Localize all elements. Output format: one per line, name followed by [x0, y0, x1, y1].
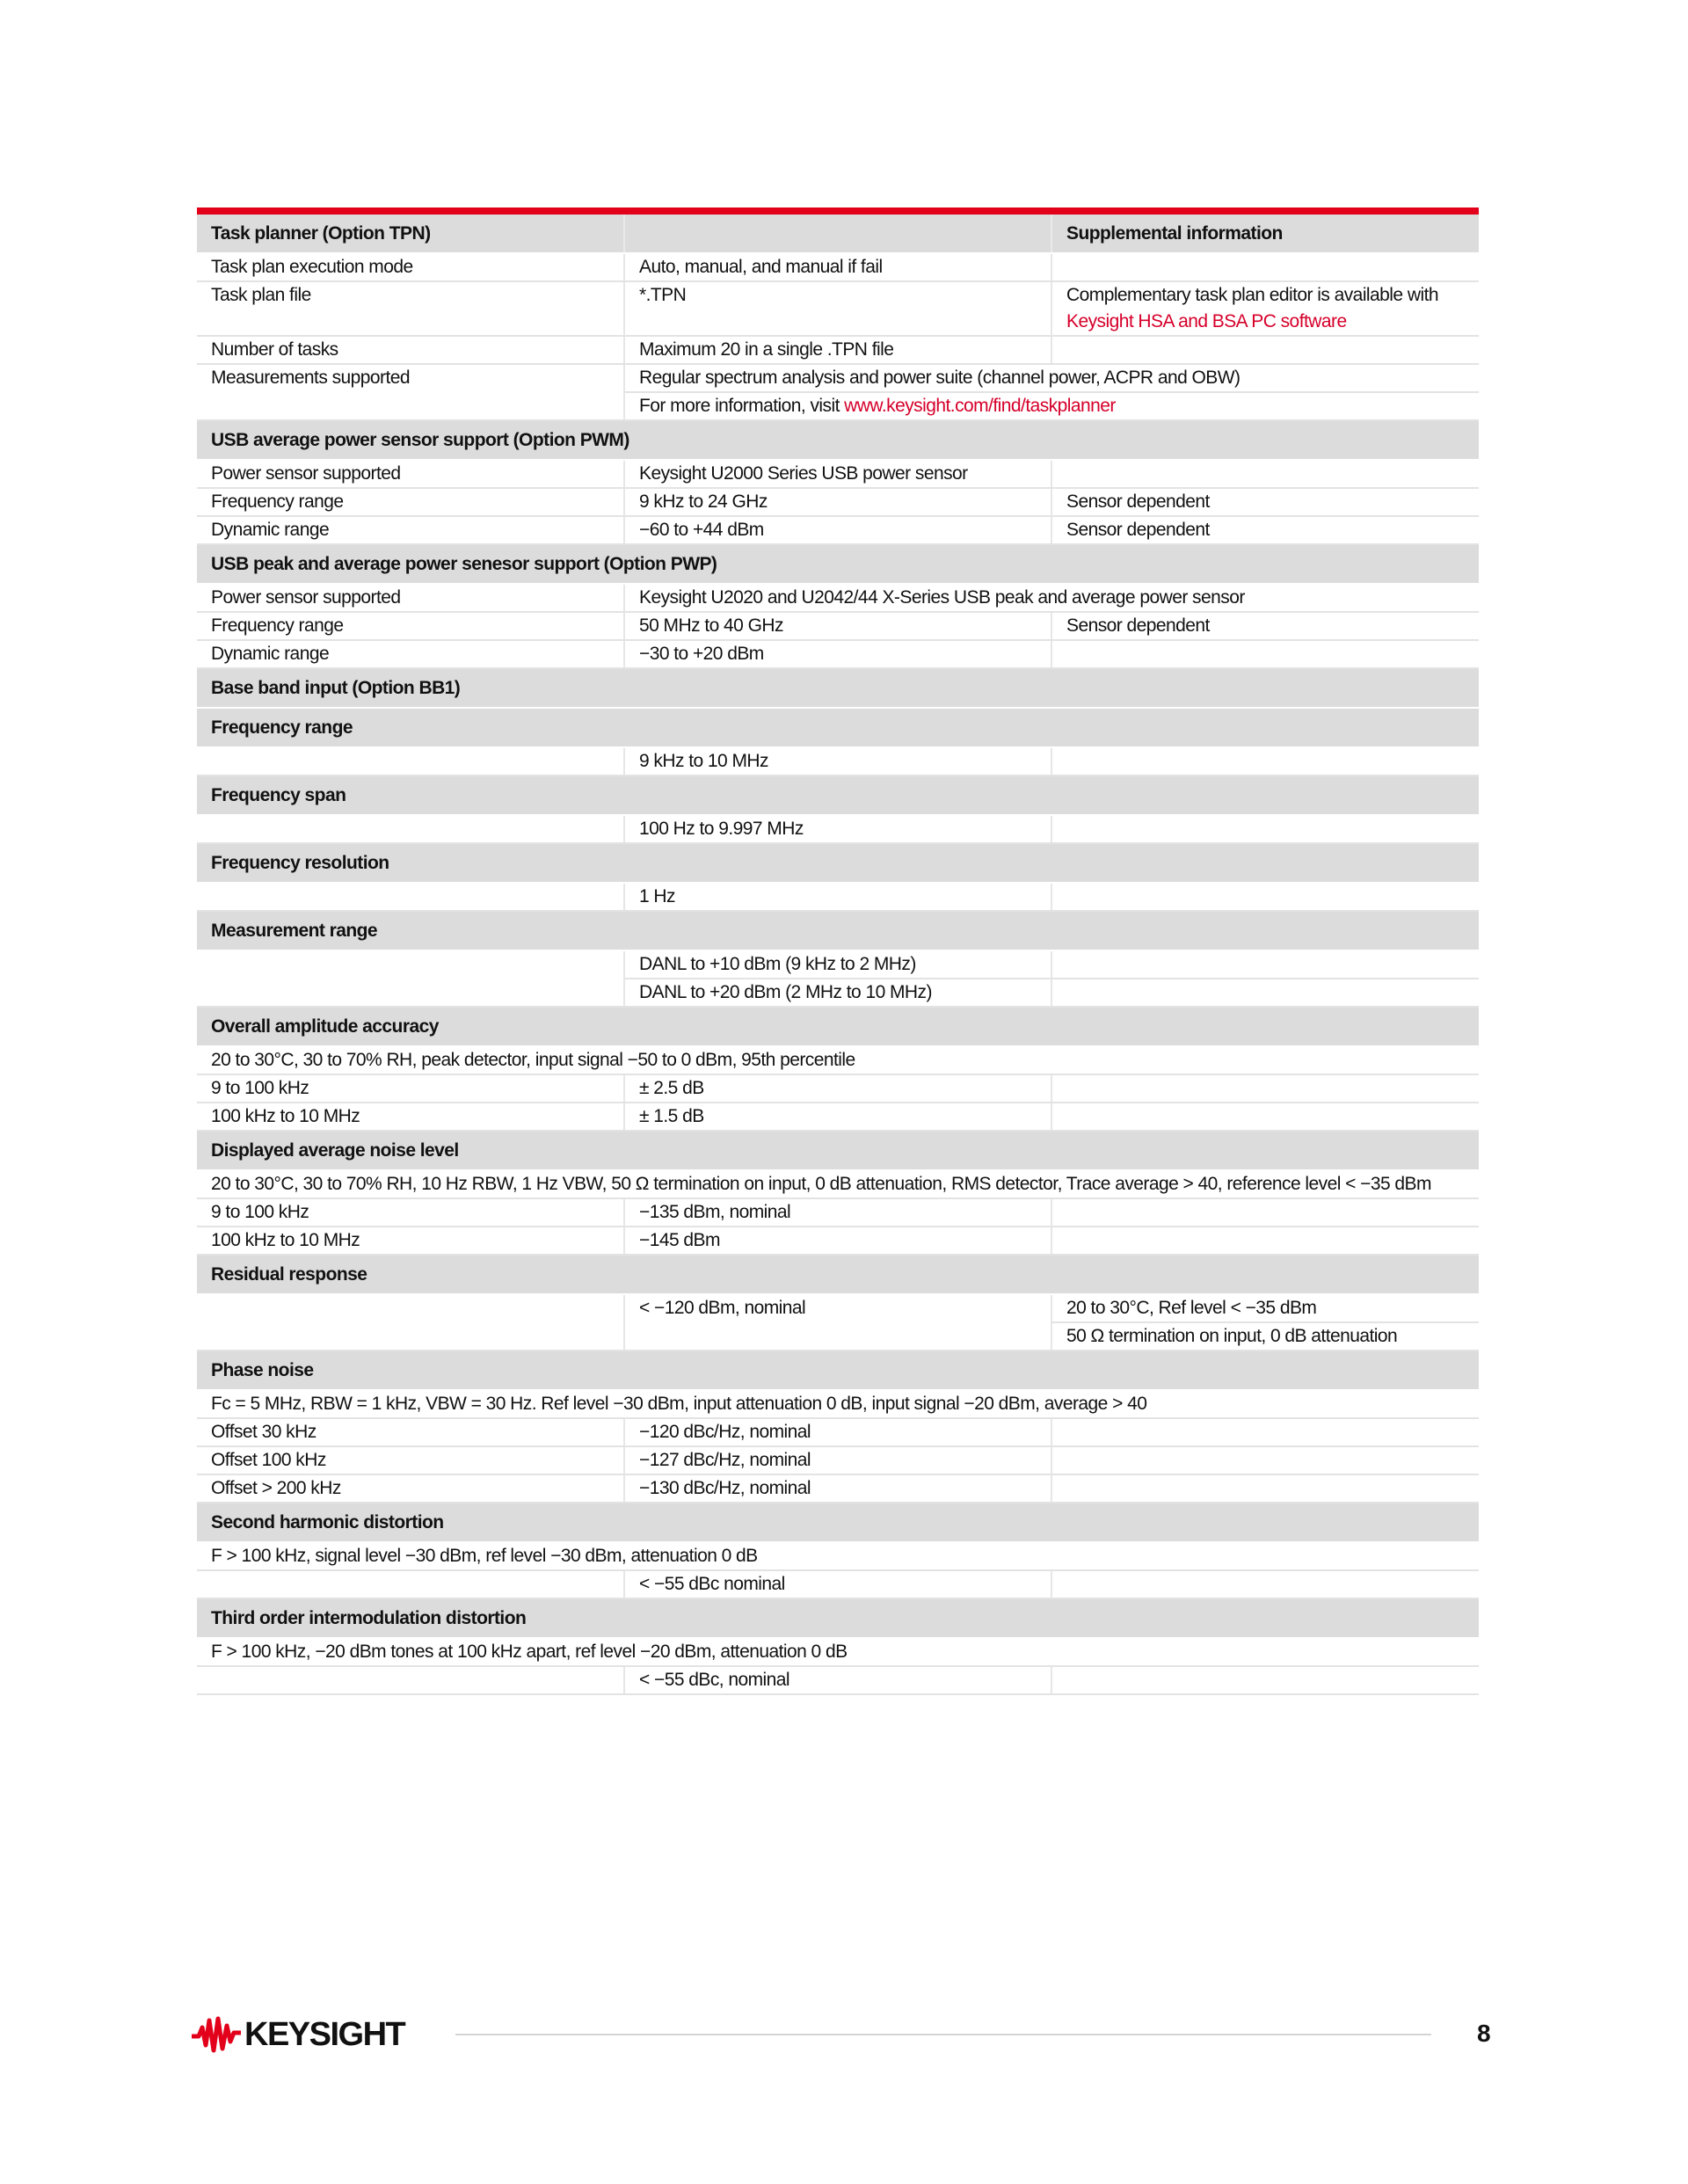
condition-note-row [197, 1046, 1479, 1074]
table-cell [197, 747, 624, 775]
section-header-row [197, 843, 1479, 883]
table-cell: 100 kHz to 10 MHz [197, 1103, 624, 1131]
table-cell [1051, 1474, 1479, 1503]
table-row [197, 488, 1479, 516]
section-header-row [197, 420, 1479, 460]
section-title: Measurement range [197, 911, 1479, 950]
section-header-row [197, 775, 1479, 815]
table-cell: Offset 30 kHz [197, 1418, 624, 1446]
table-row [197, 1198, 1479, 1227]
table-cell: −127 dBc/Hz, nominal [624, 1446, 1051, 1474]
table-row [197, 1227, 1479, 1255]
section-header-row [197, 911, 1479, 950]
condition-note-row [197, 1638, 1479, 1666]
table-cell: Keysight U2020 and U2042/44 X-Series USB peak and average power sensor [624, 584, 1479, 612]
page-number: 8 [1477, 2020, 1491, 2047]
table-row [197, 612, 1479, 640]
table-cell [197, 950, 624, 1007]
condition-note-row [197, 1170, 1479, 1198]
condition-note: Fc = 5 MHz, RBW = 1 kHz, VBW = 30 Hz. Ref level −30 dBm, input attenuation 0 dB, input signal −20 dBm, average > 40 [197, 1390, 1479, 1418]
condition-note: 20 to 30°C, 30 to 70% RH, peak detector, input signal −50 to 0 dBm, 95th percentile [197, 1046, 1479, 1074]
table-cell: −60 to +44 dBm [624, 516, 1051, 544]
table-cell: −30 to +20 dBm [624, 640, 1051, 668]
keysight-logo [192, 2015, 404, 2054]
section-header-row [197, 211, 1479, 253]
table-cell [1051, 1074, 1479, 1103]
footer-divider [455, 2034, 1431, 2035]
table-row [197, 815, 1479, 843]
table-row [197, 1074, 1479, 1103]
table-cell: −145 dBm [624, 1227, 1051, 1255]
section-header-row [197, 1350, 1479, 1390]
section-title: Phase noise [197, 1350, 1479, 1390]
table-cell: *.TPN [624, 281, 1051, 336]
section-title: Third order intermodulation distortion [197, 1598, 1479, 1638]
condition-note: 20 to 30°C, 30 to 70% RH, 10 Hz RBW, 1 Hz VBW, 50 Ω termination on input, 0 dB attenuation, RMS detector, Trace average > 40, reference level < −35 dBm [197, 1170, 1479, 1198]
table-cell [1051, 979, 1479, 1007]
table-row [197, 1570, 1479, 1598]
table-cell [1051, 1446, 1479, 1474]
section-header-row [197, 1598, 1479, 1638]
table-cell: Power sensor supported [197, 584, 624, 612]
table-cell [1051, 253, 1479, 281]
table-cell [1051, 460, 1479, 488]
table-cell: Regular spectrum analysis and power suite (channel power, ACPR and OBW) [624, 364, 1479, 392]
table-cell: ± 1.5 dB [624, 1103, 1051, 1131]
table-cell: −130 dBc/Hz, nominal [624, 1474, 1051, 1503]
table-cell: Dynamic range [197, 516, 624, 544]
keysight-wave-icon [192, 2015, 241, 2054]
table-cell: 9 kHz to 24 GHz [624, 488, 1051, 516]
table-cell: Power sensor supported [197, 460, 624, 488]
table-cell: 100 Hz to 9.997 MHz [624, 815, 1051, 843]
table-cell: 9 to 100 kHz [197, 1198, 624, 1227]
table-cell [1051, 1227, 1479, 1255]
table-cell: Auto, manual, and manual if fail [624, 253, 1051, 281]
table-cell [1051, 640, 1479, 668]
section-header-row [197, 668, 1479, 708]
table-cell [197, 883, 624, 911]
table-row [197, 640, 1479, 668]
section-title: Residual response [197, 1255, 1479, 1294]
table-cell: < −55 dBc nominal [624, 1570, 1051, 1598]
section-header-row [197, 1131, 1479, 1170]
table-row [197, 747, 1479, 775]
section-title: USB peak and average power senesor support (Option PWP) [197, 544, 1479, 584]
link[interactable]: Keysight HSA and BSA PC software [1066, 311, 1347, 331]
section-header-row [197, 1007, 1479, 1046]
table-cell: Frequency range [197, 612, 624, 640]
condition-note-row [197, 1390, 1479, 1418]
table-cell: Task plan file [197, 281, 624, 336]
section-title: Displayed average noise level [197, 1131, 1479, 1170]
table-cell: DANL to +20 dBm (2 MHz to 10 MHz) [624, 979, 1051, 1007]
section-title: Frequency resolution [197, 843, 1479, 883]
table-cell: 20 to 30°C, Ref level < −35 dBm [1051, 1294, 1479, 1322]
table-cell [197, 815, 624, 843]
table-cell: 9 to 100 kHz [197, 1074, 624, 1103]
table-cell [1051, 1570, 1479, 1598]
table-cell: Sensor dependent [1051, 516, 1479, 544]
section-title: USB average power sensor support (Option PWM) [197, 420, 1479, 460]
table-cell: Offset 100 kHz [197, 1446, 624, 1474]
logo-text: KEYSIGHT [244, 2015, 405, 2053]
table-cell: Offset > 200 kHz [197, 1474, 624, 1503]
section-header-row [197, 708, 1479, 747]
table-cell [1051, 950, 1479, 979]
section-title: Supplemental information [1051, 211, 1479, 253]
table-cell [197, 1294, 624, 1350]
cell-text: For more information, visit [639, 396, 845, 416]
table-cell [197, 1666, 624, 1694]
table-row [197, 1103, 1479, 1131]
table-cell: 100 kHz to 10 MHz [197, 1227, 624, 1255]
table-cell [197, 1570, 624, 1598]
table-row [197, 460, 1479, 488]
table-cell [1051, 336, 1479, 364]
table-row [197, 516, 1479, 544]
table-cell: 50 Ω termination on input, 0 dB attenuation [1051, 1322, 1479, 1350]
table-cell: Sensor dependent [1051, 612, 1479, 640]
table-cell: 9 kHz to 10 MHz [624, 747, 1051, 775]
table-cell [1051, 883, 1479, 911]
table-row [197, 336, 1479, 364]
table-cell: DANL to +10 dBm (9 kHz to 2 MHz) [624, 950, 1051, 979]
section-header-row [197, 1255, 1479, 1294]
table-cell: ± 2.5 dB [624, 1074, 1051, 1103]
link[interactable]: www.keysight.com/find/taskplanner [844, 396, 1116, 416]
table-cell: −135 dBm, nominal [624, 1198, 1051, 1227]
table-row [197, 281, 1479, 336]
table-cell: 1 Hz [624, 883, 1051, 911]
table-cell: Frequency range [197, 488, 624, 516]
table-cell: Sensor dependent [1051, 488, 1479, 516]
section-title: Frequency range [197, 708, 1479, 747]
table-cell [1051, 1103, 1479, 1131]
table-row [197, 1474, 1479, 1503]
table-cell: 50 MHz to 40 GHz [624, 612, 1051, 640]
table-row [197, 883, 1479, 911]
table-cell: Number of tasks [197, 336, 624, 364]
condition-note-row [197, 1542, 1479, 1570]
section-title: Task planner (Option TPN) [197, 211, 624, 253]
table-cell: Maximum 20 in a single .TPN file [624, 336, 1051, 364]
table-cell: −120 dBc/Hz, nominal [624, 1418, 1051, 1446]
condition-note: F > 100 kHz, signal level −30 dBm, ref level −30 dBm, attenuation 0 dB [197, 1542, 1479, 1570]
cell-text: Complementary task plan editor is available with [1066, 285, 1438, 305]
section-header-row [197, 1503, 1479, 1542]
table-cell: Dynamic range [197, 640, 624, 668]
specifications-table [197, 207, 1479, 1695]
section-title: Second harmonic distortion [197, 1503, 1479, 1542]
table-cell [1051, 747, 1479, 775]
condition-note: F > 100 kHz, −20 dBm tones at 100 kHz apart, ref level −20 dBm, attenuation 0 dB [197, 1638, 1479, 1666]
table-cell [1051, 1418, 1479, 1446]
table-cell [1051, 1666, 1479, 1694]
table-row [197, 253, 1479, 281]
table-row [197, 584, 1479, 612]
table-cell [1051, 281, 1479, 336]
table-cell [1051, 815, 1479, 843]
table-cell: < −55 dBc, nominal [624, 1666, 1051, 1694]
section-title: Overall amplitude accuracy [197, 1007, 1479, 1046]
table-row [197, 1294, 1479, 1322]
table-row [197, 1418, 1479, 1446]
table-cell: Task plan execution mode [197, 253, 624, 281]
table-cell: Keysight U2000 Series USB power sensor [624, 460, 1051, 488]
table-row [197, 1446, 1479, 1474]
section-title [624, 211, 1051, 253]
section-title: Base band input (Option BB1) [197, 668, 1479, 708]
section-header-row [197, 544, 1479, 584]
table-cell [624, 392, 1479, 420]
section-title: Frequency span [197, 775, 1479, 815]
table-row [197, 1666, 1479, 1694]
table-cell: < −120 dBm, nominal [624, 1294, 1051, 1350]
table-row [197, 364, 1479, 392]
table-cell: Measurements supported [197, 364, 624, 420]
table-cell [1051, 1198, 1479, 1227]
table-row [197, 950, 1479, 979]
